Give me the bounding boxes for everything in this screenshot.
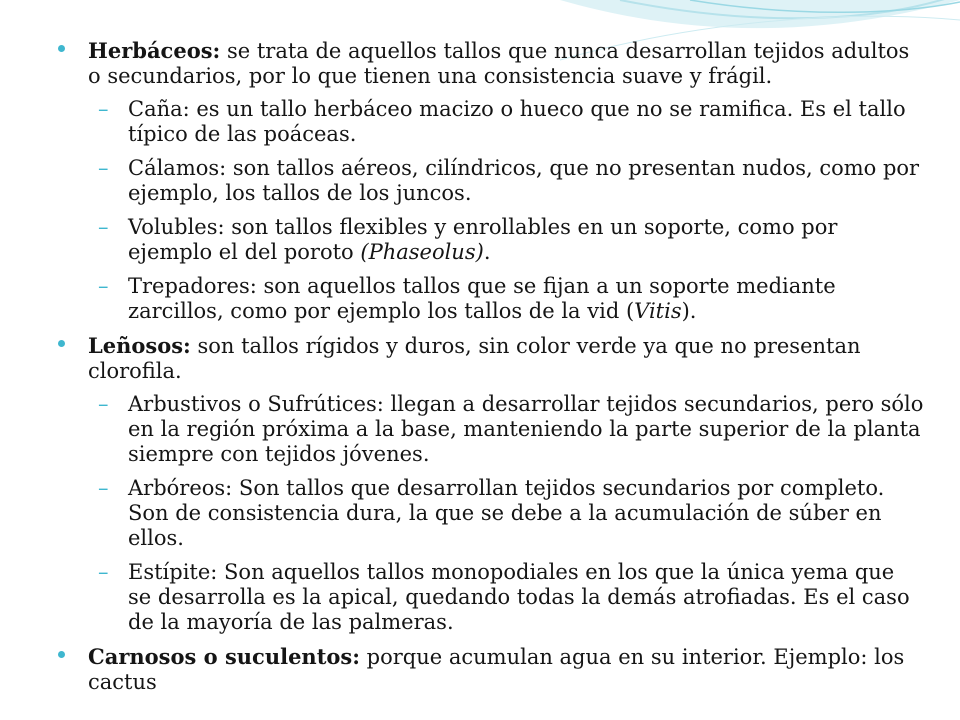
bullet <box>58 651 65 658</box>
sub-item-trepadores: – Trepadores: son aquellos tallos que se fijan a un soporte mediante zarcillos, como por ejemplo los tallos de la vid (Vitis). <box>98 274 836 323</box>
bullet <box>58 45 65 52</box>
sub-item-volubles: – Volubles: son tallos flexibles y enrollables en un soporte, como por ejemplo el del poroto (Phaseolus). <box>98 215 838 264</box>
sub-item-arboreos: – Arbóreos: Son tallos que desarrollan tejidos secundarios por completo. Son de consistencia dura, la que se debe a la acumulación de súber en ellos. <box>98 476 885 550</box>
sub-item-calamos: – Cálamos: son tallos aéreos, cilíndricos, que no presentan nudos, como por ejemplo, los tallos de los juncos. <box>98 156 920 205</box>
list-item-carnosos: Carnosos o suculentos: porque acumulan agua en su interior. Ejemplo: los cactus <box>54 644 924 695</box>
list-item-herbaceos: Herbáceos: se trata de aquellos tallos que nunca desarrollan tejidos adultos o secundarios, por lo que tienen una consistencia suave y frágil. <box>54 38 924 89</box>
sub-item-estipite: – Estípite: Son aquellos tallos monopodiales en los que la única yema que se desarrolla es la apical, quedando todas la demás atrofiadas. Es el caso de la mayoría de las palmeras. <box>98 560 910 634</box>
sub-item-cana: – Caña: es un tallo herbáceo macizo o hueco que no se ramifica. Es el tallo típico de las poáceas. <box>98 97 906 146</box>
bullet <box>58 340 65 347</box>
sub-item-arbustivos: – Arbustivos o Sufrútices: llegan a desarrollar tejidos secundarios, pero sólo en la región próxima a la base, manteniendo la parte superior de la planta siempre con tejidos jóvenes. <box>98 392 924 466</box>
list-item-lenosos: Leñosos: son tallos rígidos y duros, sin color verde ya que no presentan clorofila. <box>54 333 924 384</box>
slide-content <box>54 38 924 703</box>
